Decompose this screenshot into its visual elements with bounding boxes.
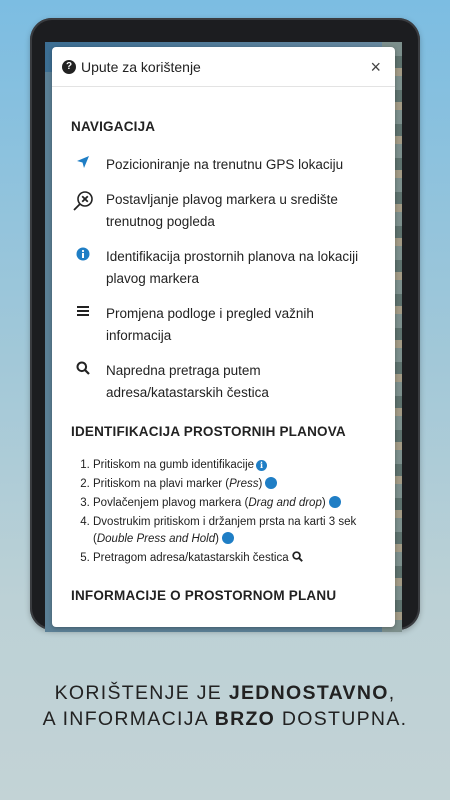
- step-text-end: ): [258, 478, 263, 490]
- question-circle-icon: ?: [62, 60, 76, 74]
- caption-line-2: [0, 706, 450, 732]
- caption-text: KORIŠTENJE JE: [54, 682, 229, 704]
- nav-help-text: Promjena podloge i pregled važnih informacija: [106, 306, 314, 343]
- step-text: Dvostrukim pritiskom i držanjem prsta na karti 3 sek (: [93, 516, 357, 545]
- step-item: [93, 514, 376, 548]
- section-heading-identification: IDENTIFIKACIJA PROSTORNIH PLANOVA: [71, 424, 346, 439]
- search-icon: [292, 551, 303, 568]
- blue-marker-icon: [222, 532, 234, 544]
- promo-caption: [0, 680, 450, 732]
- crosshair-marker-icon: [71, 189, 95, 212]
- caption-text: DOSTUPNA.: [275, 708, 408, 730]
- nav-help-item-search: [71, 360, 376, 404]
- menu-icon: [71, 303, 95, 318]
- step-text: Povlačenjem plavog markera (: [93, 497, 249, 509]
- caption-emphasis: BRZO: [214, 708, 276, 730]
- step-item: [93, 495, 376, 512]
- nav-help-text: Napredna pretraga putem adresa/katastarskih čestica: [106, 363, 269, 400]
- step-item: [93, 550, 376, 568]
- nav-help-text: Postavljanje plavog markera u središte trenutnog pogleda: [106, 192, 338, 229]
- nav-help-item-gps: [71, 154, 376, 176]
- help-dialog: [52, 47, 395, 627]
- nav-help-text: Identifikacija prostornih planova na lokaciji plavog markera: [106, 249, 359, 286]
- dialog-body: [52, 119, 395, 603]
- caption-line-1: [0, 680, 450, 706]
- location-arrow-icon: [71, 154, 95, 169]
- blue-marker-icon: [265, 477, 277, 489]
- step-text: Pritiskom na gumb identifikacije: [93, 459, 255, 471]
- identification-steps: [71, 457, 376, 568]
- info-circle-icon: i: [256, 460, 267, 471]
- step-item: [93, 476, 376, 493]
- step-text-end: ): [215, 533, 219, 545]
- step-text-end: ): [321, 497, 326, 509]
- caption-text: ,: [388, 682, 396, 704]
- blue-marker-icon: [329, 496, 341, 508]
- dialog-header: [52, 47, 395, 87]
- tablet-frame: [30, 18, 420, 630]
- step-text: Pritiskom na plavi marker (: [93, 478, 230, 490]
- app-screen: [45, 42, 402, 632]
- close-button[interactable]: ×: [370, 56, 381, 77]
- caption-emphasis: JEDNOSTAVNO: [228, 682, 389, 704]
- nav-help-item-menu: [71, 303, 376, 347]
- dialog-title: Upute za korištenje: [81, 58, 201, 75]
- nav-help-item-marker: [71, 189, 376, 233]
- info-circle-icon: [71, 246, 95, 261]
- step-text: Pretragom adresa/katastarskih čestica: [93, 552, 289, 564]
- nav-help-item-identify: [71, 246, 376, 290]
- step-emphasis: Drag and drop: [248, 497, 322, 509]
- section-heading-navigation: NAVIGACIJA: [71, 119, 156, 134]
- section-heading-plan-info: INFORMACIJE O PROSTORNOM PLANU: [71, 588, 337, 603]
- caption-text: A INFORMACIJA: [42, 708, 215, 730]
- step-emphasis: Press: [229, 478, 259, 490]
- step-item: [93, 457, 376, 474]
- nav-help-text: Pozicioniranje na trenutnu GPS lokaciju: [106, 157, 344, 172]
- step-emphasis: Double Press and Hold: [96, 533, 216, 545]
- search-icon: [71, 360, 95, 375]
